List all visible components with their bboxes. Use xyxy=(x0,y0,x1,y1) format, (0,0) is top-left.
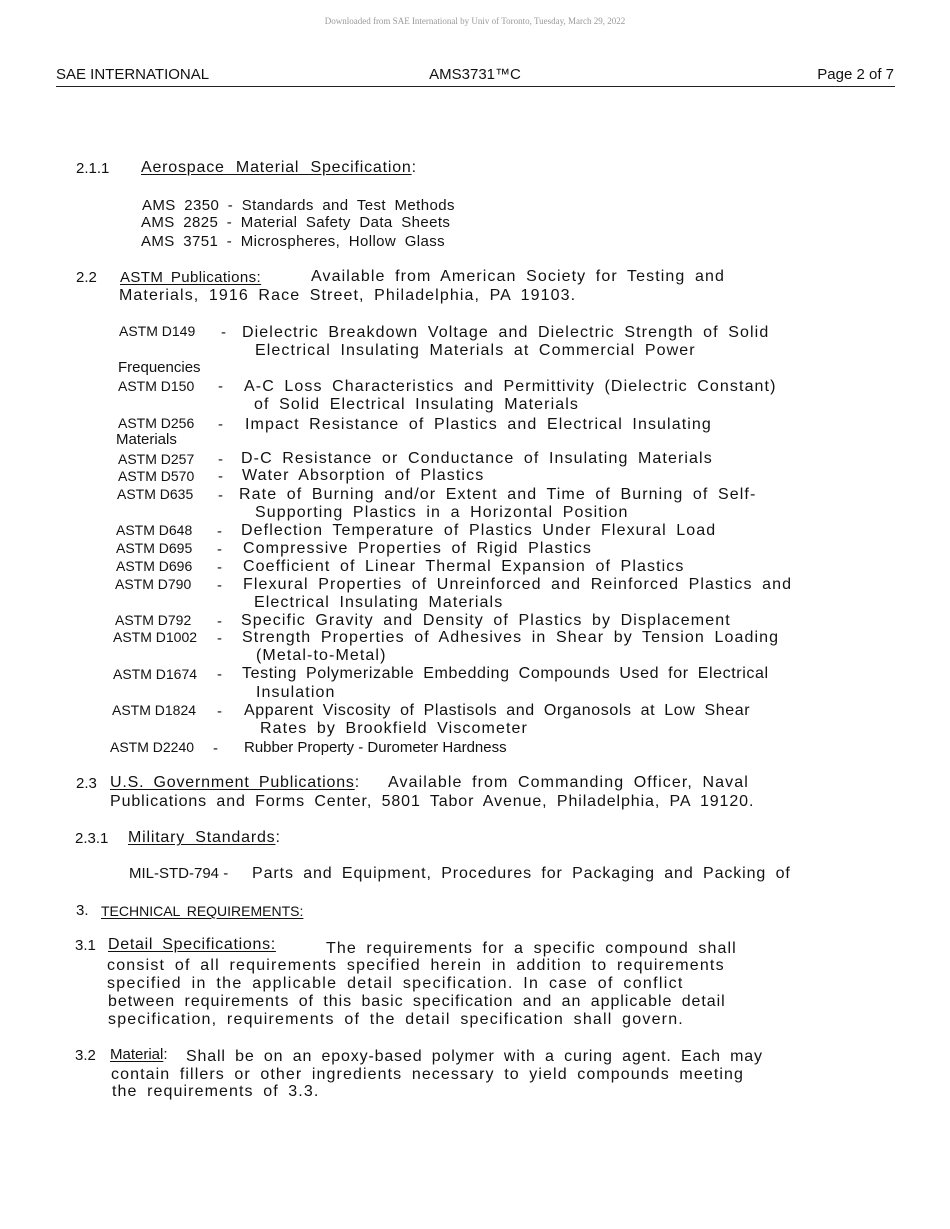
astm-code: ASTM D150 xyxy=(118,378,195,394)
astm-code: ASTM D1824 xyxy=(112,702,197,718)
section-2-3-number: 2.3 xyxy=(76,775,97,792)
section-2-3-line-1: Available from Commanding Officer, Naval xyxy=(388,774,749,791)
astm-dash: - xyxy=(217,613,222,630)
section-2-3-1-colon: : xyxy=(275,829,281,846)
astm-dash: - xyxy=(217,541,222,558)
mil-std-title: Parts and Equipment, Procedures for Packaging and Packing of xyxy=(252,865,791,882)
astm-title: Compressive Properties of Rigid Plastics xyxy=(243,540,592,557)
astm-title-continued: Rates by Brookfield Viscometer xyxy=(260,720,528,737)
astm-dash: - xyxy=(218,468,223,485)
section-3-2-heading xyxy=(110,1046,168,1063)
section-2-3-1-heading xyxy=(128,829,281,847)
astm-code: ASTM D635 xyxy=(117,486,194,502)
astm-code: ASTM D257 xyxy=(118,451,195,467)
astm-code: ASTM D648 xyxy=(116,522,193,538)
astm-title: Testing Polymerizable Embedding Compounds Used for Electrical xyxy=(242,665,769,682)
astm-title-continued: of Solid Electrical Insulating Materials xyxy=(254,396,580,413)
astm-title: Impact Resistance of Plastics and Electrical Insulating xyxy=(245,416,712,433)
section-2-3-line-2: Publications and Forms Center, 5801 Tabor Avenue, Philadelphia, PA 19120. xyxy=(110,793,755,810)
astm-title: Water Absorption of Plastics xyxy=(242,467,485,484)
astm-title-continued: Electrical Insulating Materials at Commercial Power xyxy=(255,342,696,359)
header-document-id: AMS3731™C xyxy=(429,66,521,83)
astm-dash: - xyxy=(217,577,222,594)
section-3-2-number: 3.2 xyxy=(75,1047,96,1064)
section-2-3-colon: : xyxy=(354,774,360,791)
astm-code: ASTM D696 xyxy=(116,558,193,574)
section-2-1-1-number: 2.1.1 xyxy=(76,160,110,177)
astm-dash: - xyxy=(213,740,218,757)
astm-dash: - xyxy=(221,324,226,341)
astm-title: Dielectric Breakdown Voltage and Dielectric Strength of Solid xyxy=(242,324,770,341)
astm-code: ASTM D695 xyxy=(116,540,193,556)
section-3-2-colon: : xyxy=(163,1046,168,1063)
download-note: Downloaded from SAE International by Univ of Toronto, Tuesday, March 29, 2022 xyxy=(324,16,626,26)
section-2-2-title: ASTM Publications: xyxy=(120,269,262,286)
mil-std-code: MIL-STD-794 - xyxy=(129,865,229,882)
astm-code: ASTM D790 xyxy=(115,576,192,592)
astm-title: Strength Properties of Adhesives in Shear by Tension Loading xyxy=(242,629,780,646)
section-2-3-1-title: Military Standards xyxy=(128,829,276,846)
section-2-2-line-1: Available from American Society for Testing and xyxy=(311,268,725,285)
ams-item-3751: AMS 3751 - Microspheres, Hollow Glass xyxy=(141,233,446,250)
section-3-1-line-4: between requirements of this basic specification and an applicable detail xyxy=(108,993,726,1010)
astm-title: Apparent Viscosity of Plastisols and Organosols at Low Shear xyxy=(244,702,751,719)
header-page-number: Page 2 of 7 xyxy=(817,66,894,83)
astm-dash: - xyxy=(218,378,223,395)
section-2-1-1-heading xyxy=(141,159,417,177)
astm-dash: - xyxy=(218,451,223,468)
astm-title-continued: Supporting Plastics in a Horizontal Position xyxy=(255,504,629,521)
section-3-2-line-1: Shall be on an epoxy-based polymer with a curing agent. Each may xyxy=(186,1048,763,1065)
section-2-2-line-2: Materials, 1916 Race Street, Philadelphia, PA 19103. xyxy=(119,287,577,304)
section-2-3-title: U.S. Government Publications xyxy=(110,774,355,791)
section-3-2-title: Material xyxy=(110,1046,164,1063)
astm-title: A-C Loss Characteristics and Permittivity (Dielectric Constant) xyxy=(244,378,777,395)
astm-title-continued: (Metal-to-Metal) xyxy=(256,647,387,664)
section-3-2-line-2: contain fillers or other ingredients necessary to yield compounds meeting xyxy=(111,1066,745,1083)
astm-dash: - xyxy=(217,666,222,683)
section-3-1-title: Detail Specifications: xyxy=(108,936,276,953)
astm-title: Flexural Properties of Unreinforced and Reinforced Plastics and xyxy=(243,576,793,593)
astm-code: ASTM D792 xyxy=(115,612,192,628)
section-2-1-1-colon: : xyxy=(411,159,417,176)
astm-title: Rate of Burning and/or Extent and Time of Burning of Self- xyxy=(239,486,757,503)
header-rule xyxy=(56,86,895,87)
astm-code: ASTM D1002 xyxy=(113,629,198,645)
astm-title-continued: Electrical Insulating Materials xyxy=(254,594,504,611)
astm-title: Specific Gravity and Density of Plastics by Displacement xyxy=(241,612,731,629)
section-3-title: TECHNICAL REQUIREMENTS: xyxy=(101,903,304,919)
astm-dash: - xyxy=(218,487,223,504)
section-3-1-line-1: The requirements for a specific compound shall xyxy=(326,940,737,957)
astm-dash: - xyxy=(217,703,222,720)
header-organization: SAE INTERNATIONAL xyxy=(56,66,210,83)
astm-title: D-C Resistance or Conductance of Insulating Materials xyxy=(241,450,713,467)
astm-dash: - xyxy=(217,523,222,540)
astm-code: ASTM D256 xyxy=(118,415,195,431)
astm-dash: - xyxy=(218,416,223,433)
astm-title-tail: Materials xyxy=(116,431,177,448)
section-3-1-number: 3.1 xyxy=(75,937,96,954)
section-2-3-1-number: 2.3.1 xyxy=(75,830,109,847)
astm-code: ASTM D570 xyxy=(118,468,195,484)
astm-code: ASTM D149 xyxy=(119,323,196,339)
section-2-1-1-title: Aerospace Material Specification xyxy=(141,159,412,176)
astm-title-continued: Insulation xyxy=(256,684,336,701)
ams-item-2825: AMS 2825 - Material Safety Data Sheets xyxy=(141,214,451,231)
astm-dash: - xyxy=(217,630,222,647)
section-3-1-line-3: specified in the applicable detail specification. In case of conflict xyxy=(107,975,684,992)
astm-title-tail: Frequencies xyxy=(118,359,201,376)
section-3-1-line-2: consist of all requirements specified herein in addition to requirements xyxy=(107,957,725,974)
ams-item-2350: AMS 2350 - Standards and Test Methods xyxy=(142,197,455,214)
astm-title: Rubber Property - Durometer Hardness xyxy=(244,739,507,756)
section-3-1-line-5: specification, requirements of the detail specification shall govern. xyxy=(108,1011,684,1028)
section-3-number: 3. xyxy=(76,902,89,919)
section-2-2-number: 2.2 xyxy=(76,269,97,286)
astm-dash: - xyxy=(217,559,222,576)
astm-code: ASTM D1674 xyxy=(113,666,198,682)
astm-title: Coefficient of Linear Thermal Expansion of Plastics xyxy=(243,558,685,575)
section-2-3-heading xyxy=(110,774,360,792)
astm-title: Deflection Temperature of Plastics Under Flexural Load xyxy=(241,522,717,539)
section-3-2-line-3: the requirements of 3.3. xyxy=(112,1083,320,1100)
astm-code: ASTM D2240 xyxy=(110,739,195,755)
